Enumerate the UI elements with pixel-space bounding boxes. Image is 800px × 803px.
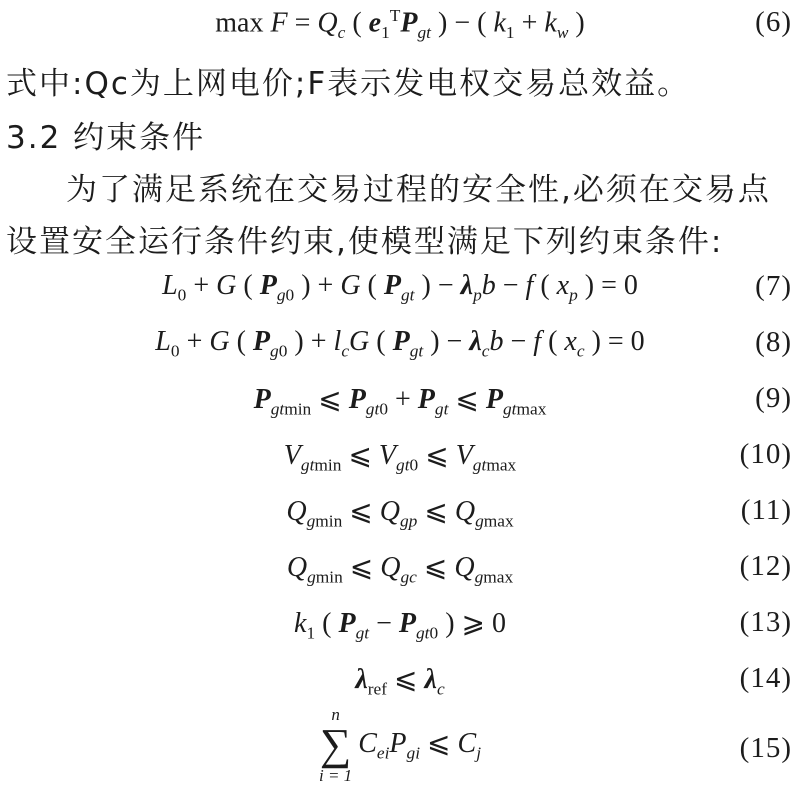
equation-number-10: (10) [739,438,792,470]
equation-7: $L_0 + G$ ( $P_{g0}$ ) + G ( $P_{gt}$ ) − $\lambda_pb - f$ ( $x_p$ ) = 0 [162,270,638,305]
equation-10: $V_{gtmin}$ ⩽ $V_{gt0}$ ⩽ $V_{gtmax}$ [283,440,517,475]
paragraph-line-1: 为了满足系统在交易过程的安全性,必须在交易点 [66,172,771,208]
equation-number-12: (12) [739,550,792,582]
equation-13: $k_1$ ( $P_{gt} - P_{gt0}$ ) ⩾ 0 [294,608,506,643]
equation-number-14: (14) [739,662,792,694]
equation-11: $Q_{gmin}$ ⩽ $Q_{gp}$ ⩽ $Q_{gmax}$ [286,496,514,531]
definition-line: 式中:Qc为上网电价;F表示发电权交易总效益。 [6,66,691,102]
equation-12: $Q_{gmin}$ ⩽ $Q_{gc}$ ⩽ $Q_{gmax}$ [286,552,514,587]
equation-15: n ∑ i = 1 $C_{ei}P_{gi}$ ⩽ $C_j$ [318,705,482,785]
equation-number-11: (11) [740,494,792,526]
equation-number-6: (6) [755,6,792,38]
equation-number-8: (8) [755,326,792,358]
equation-number-15: (15) [739,732,792,764]
equation-number-7: (7) [755,270,792,302]
equation-8: $L_0 + G$ ( $P_{g0}$ ) + $l_cG$ ( $P_{gt}$ ) − $\lambda_cb - f$ ( $x_c$ ) = 0 [155,326,645,361]
equation-number-13: (13) [739,606,792,638]
equation-9: $P_{gtmin}$ ⩽ $P_{gt0} + P_{gt}$ ⩽ $P_{gtmax}$ [253,384,547,419]
section-heading: 3.2 约束条件 [6,120,206,156]
paragraph-line-2: 设置安全运行条件约束,使模型满足下列约束条件: [6,224,724,260]
equation-6: $\max F = Q_c$ ( $e_1^TP_{gt}$ ) − ( $k_1 + k_w$ ) [215,6,585,42]
equation-number-9: (9) [755,382,792,414]
equation-14: $\lambda_{ref}$ ⩽ $\lambda_c$ [355,664,445,699]
summation-symbol: n ∑ i = 1 [318,705,353,785]
